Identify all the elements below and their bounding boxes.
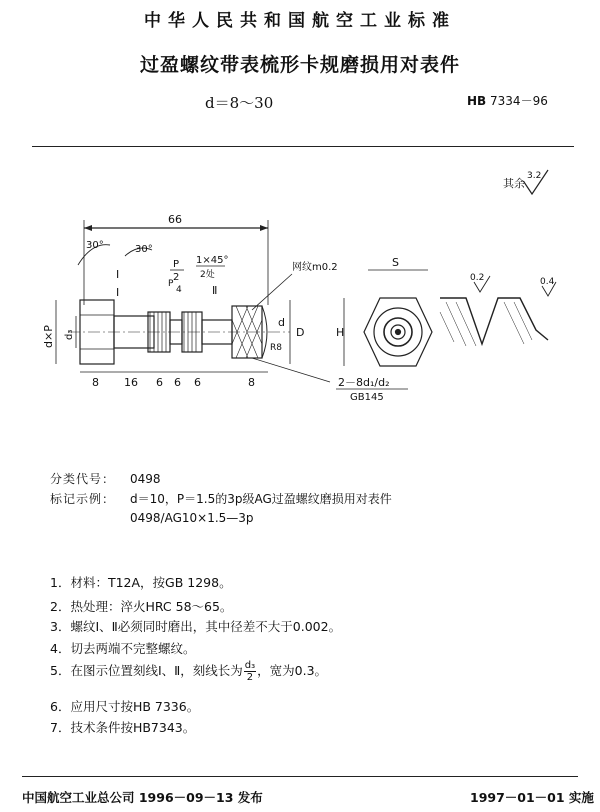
flank-roughness-04: 0.4 <box>540 277 555 287</box>
roughness-value: 3.2 <box>527 171 542 181</box>
dim-H: H <box>336 326 345 339</box>
note-5 <box>50 660 327 683</box>
effective-date: 1997－01－01 实施 <box>470 790 594 805</box>
code-number: 7334－96 <box>490 94 548 108</box>
fraction-denominator: 2 <box>246 672 254 683</box>
note-5-text: 5．在图示位置刻线Ⅰ、Ⅱ，刻线长为 <box>50 663 243 678</box>
p-over-2-num: P <box>173 259 180 270</box>
bottom-dim-2: 16 <box>124 376 138 389</box>
code-prefix: HB <box>467 94 487 108</box>
standard-code <box>467 92 548 109</box>
note-7: 7．技术条件按HB7343。 <box>50 720 196 735</box>
footer-rule <box>22 776 578 777</box>
marker-1-low: Ⅰ <box>116 286 120 299</box>
pin-standard: GB145 <box>350 392 384 403</box>
dim-S: S <box>392 256 399 269</box>
note-6: 6．应用尺寸按HB 7336。 <box>50 699 200 714</box>
mark-line2: 0498/AG10×1.5—3p <box>130 511 254 525</box>
dim-66: 66 <box>168 213 182 226</box>
note-3: 3．螺纹Ⅰ、Ⅱ必须同时磨出，其中径差不大于0.002。 <box>50 619 342 634</box>
mark-line1: d＝10，P＝1.5的3p级AG过盈螺纹磨损用对表件 <box>130 492 392 506</box>
header-rule <box>32 146 574 147</box>
dim-d3: d₃ <box>64 329 75 340</box>
note-1: 1．材料：T12A，按GB 1298。 <box>50 575 232 590</box>
roughness-other: 其余 <box>503 177 525 190</box>
bottom-dim-5: 6 <box>194 376 201 389</box>
mark-label: 标记示例： <box>50 492 116 506</box>
issue-date: 中国航空工业总公司 1996－09－13 发布 <box>22 790 263 805</box>
note-4: 4．切去两端不完整螺纹。 <box>50 641 196 656</box>
angle-30-right: 30° <box>135 244 153 255</box>
standard-header: 中华人民共和国航空工业标准 <box>144 11 456 31</box>
marking-example-line1 <box>50 490 392 507</box>
size-range: d＝8～30 <box>205 94 274 112</box>
bottom-dim-4: 6 <box>174 376 181 389</box>
fraction-numerator: d₃ <box>244 660 256 671</box>
marker-1-top: Ⅰ <box>116 268 120 281</box>
note-5-fraction <box>244 660 256 683</box>
bottom-dim-6: 8 <box>248 376 255 389</box>
bottom-dim-3: 6 <box>156 376 163 389</box>
dim-dxP: d×P <box>42 325 55 348</box>
p-over-4-den: 4 <box>176 285 182 295</box>
document-title: 过盈螺纹带表梳形卡规磨损用对表件 <box>139 54 460 76</box>
dim-d: d <box>278 316 285 329</box>
note-2: 2．热处理：淬火HRC 58～65。 <box>50 599 233 614</box>
p-over-2-den: 2 <box>173 272 180 283</box>
thread-profile <box>440 298 548 344</box>
class-label: 分类代号： <box>50 472 116 486</box>
pin-note: 2－8d₁/d₂ <box>338 376 390 389</box>
angle-30-left: 30° <box>86 240 104 251</box>
p-over-4-num: P <box>168 279 174 289</box>
flank-roughness-02: 0.2 <box>470 273 485 283</box>
chamfer-note: 2处 <box>200 270 215 280</box>
dim-R8: R8 <box>270 343 282 353</box>
dim-D: D <box>296 326 305 339</box>
class-value: 0498 <box>130 472 161 486</box>
classification-line <box>50 470 161 487</box>
knurl-label: 网纹m0.2 <box>292 262 338 273</box>
marker-2: Ⅱ <box>212 284 218 297</box>
bottom-dim-1: 8 <box>92 376 99 389</box>
chamfer-label: 1×45° <box>196 255 229 266</box>
technical-drawing <box>0 160 600 410</box>
note-5-tail: ，宽为0.3。 <box>257 663 328 678</box>
